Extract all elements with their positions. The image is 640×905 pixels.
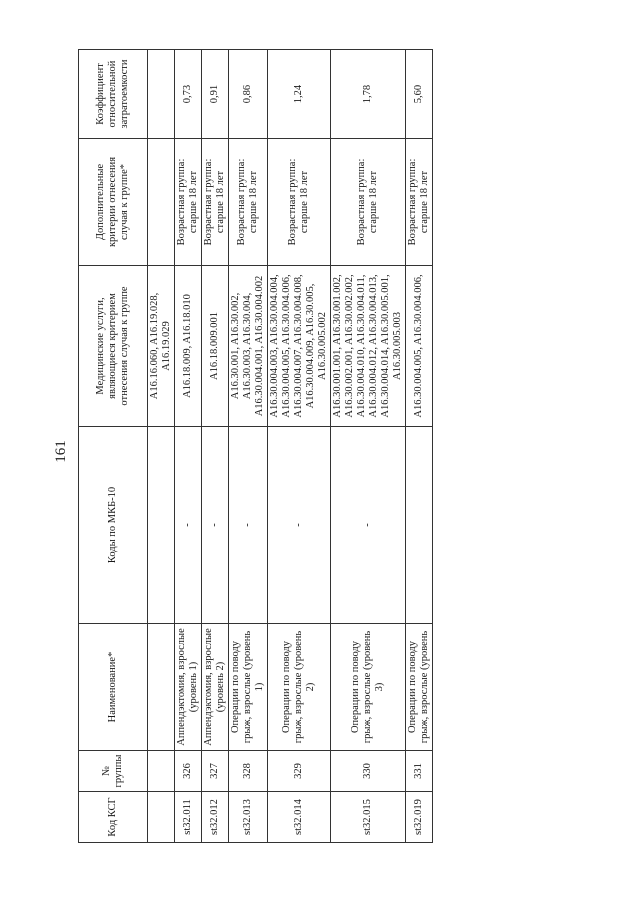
- header-mkb: Коды по МКБ-10: [79, 427, 148, 624]
- ksg-table: [78, 49, 433, 843]
- cell-coef: 5,60: [406, 50, 433, 139]
- table-row: [268, 50, 331, 843]
- continuation-services: A16.16.060, A16.19.028, A16.19.029: [148, 266, 175, 427]
- cell-name: Операции по поводу грыж, взрослые (уровень 1): [229, 624, 268, 751]
- header-group: № группы: [79, 751, 148, 792]
- cell-name: Аппендэктомия, взрослые (уровень 2): [202, 624, 229, 751]
- cell-name: Операции по поводу грыж, взрослые (уровень 2): [268, 624, 331, 751]
- cell-criteria: Возрастная группа: старше 18 лет: [175, 139, 202, 266]
- header-name: Наименование*: [79, 624, 148, 751]
- header-row: [79, 50, 148, 843]
- cell-criteria: Возрастная группа: старше 18 лет: [202, 139, 229, 266]
- cell-group: 327: [202, 751, 229, 792]
- cell-mkb: -: [331, 427, 406, 624]
- cell-criteria: Возрастная группа: старше 18 лет: [268, 139, 331, 266]
- cell-services: A16.30.004.003, A16.30.004.004, A16.30.004.005, A16.30.004.006, A16.30.004.007, A16.30.004.008, A16.30.004.009, A16.30.005, A16.30.005.002: [268, 266, 331, 427]
- cell-mkb: -: [268, 427, 331, 624]
- continuation-row: [148, 50, 175, 843]
- cell-group: 330: [331, 751, 406, 792]
- cell-services: A16.30.001.001, A16.30.001.002, A16.30.002.001, A16.30.002.002, A16.30.004.010, A16.30.004.011, A16.30.004.012, A16.30.004.013, A16.30.004.014, A16.30.005.001, A16.30.005.003: [331, 266, 406, 427]
- cell-group: 328: [229, 751, 268, 792]
- cell-group: 329: [268, 751, 331, 792]
- cell-coef: 0,91: [202, 50, 229, 139]
- table-row: [229, 50, 268, 843]
- cell-mkb: [406, 427, 433, 624]
- cell-code: st32.012: [202, 792, 229, 843]
- cell-code: st32.015: [331, 792, 406, 843]
- cell-coef: 0,73: [175, 50, 202, 139]
- cell-services: A16.30.001, A16.30.002, A16.30.003, A16.30.004, A16.30.004.001, A16.30.004.002: [229, 266, 268, 427]
- page-number: 161: [52, 440, 69, 463]
- cell-mkb: -: [229, 427, 268, 624]
- table-row: [331, 50, 406, 843]
- cell-name: Аппендэктомия, взрослые (уровень 1): [175, 624, 202, 751]
- cell-criteria: Возрастная группа: старше 18 лет: [331, 139, 406, 266]
- cell-name: Операции по поводу грыж, взрослые (уровень 3): [331, 624, 406, 751]
- header-coef: Коэффициент относительной затратоемкости: [79, 50, 148, 139]
- cell-services: A16.18.009.001: [202, 266, 229, 427]
- cell-coef: 1,78: [331, 50, 406, 139]
- cell-services: A16.18.009, A16.18.010: [175, 266, 202, 427]
- document-table-container: [78, 59, 544, 843]
- cell-group: 331: [406, 751, 433, 792]
- header-criteria: Дополнительные критерии отнесения случая к группе*: [79, 139, 148, 266]
- cell-code: st32.011: [175, 792, 202, 843]
- cell-name: Операции по поводу грыж, взрослые (уровень: [406, 624, 433, 751]
- header-code: Код КСГ: [79, 792, 148, 843]
- cell-mkb: -: [175, 427, 202, 624]
- cell-code: st32.014: [268, 792, 331, 843]
- table-row: [175, 50, 202, 843]
- cell-services: A16.30.004.005, A16.30.004.006,: [406, 266, 433, 427]
- cell-code: st32.013: [229, 792, 268, 843]
- cell-group: 326: [175, 751, 202, 792]
- header-services: Медицинские услуги, являющиеся критерием отнесения случая к группе: [79, 266, 148, 427]
- cell-coef: 0,86: [229, 50, 268, 139]
- cell-mkb: -: [202, 427, 229, 624]
- cell-code: st32.019: [406, 792, 433, 843]
- table-row: [202, 50, 229, 843]
- table-row: [406, 50, 433, 843]
- cell-criteria: Возрастная группа: старше 18 лет: [406, 139, 433, 266]
- cell-criteria: Возрастная группа: старше 18 лет: [229, 139, 268, 266]
- cell-coef: 1,24: [268, 50, 331, 139]
